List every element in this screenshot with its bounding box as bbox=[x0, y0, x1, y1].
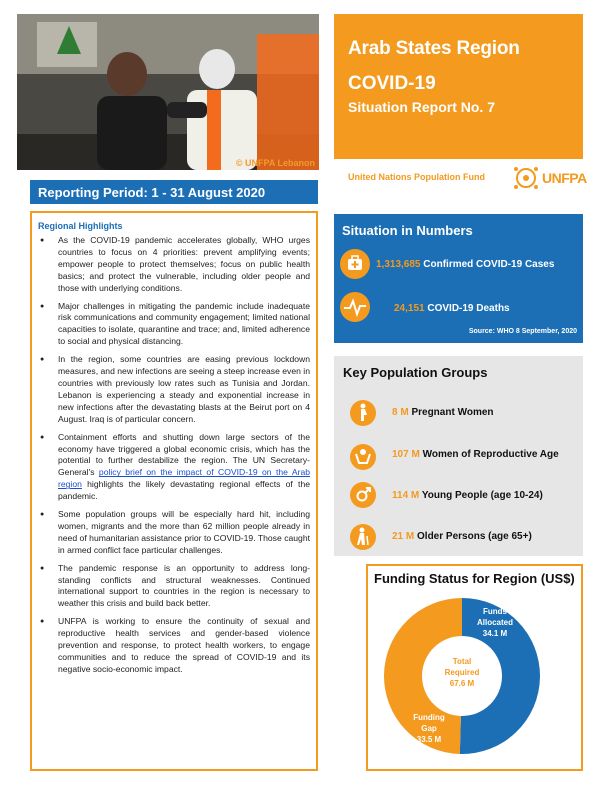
unfpa-logo bbox=[510, 163, 587, 193]
confirmed-cases bbox=[376, 259, 554, 270]
gap-value: 33.5 M bbox=[416, 735, 442, 744]
reporting-period: Reporting Period: 1 - 31 August 2020 bbox=[30, 180, 318, 204]
situation-source: Source: WHO 8 September, 2020 bbox=[468, 328, 577, 335]
group-label: Older Persons (age 65+) bbox=[417, 531, 532, 542]
group-value: 8 M bbox=[392, 407, 409, 418]
group-young-people bbox=[392, 490, 543, 501]
allocated-value: 34.1 M bbox=[482, 629, 508, 638]
key-population-heading: Key Population Groups bbox=[343, 365, 488, 380]
key-population-groups bbox=[334, 356, 583, 556]
medical-kit-icon bbox=[340, 249, 370, 279]
gap-label-line1: Funding bbox=[413, 713, 445, 722]
policy-brief-link[interactable]: policy brief on the impact of COVID-19 on the Arab region bbox=[58, 467, 311, 490]
gap-label-line2: Gap bbox=[421, 724, 437, 733]
gender-symbol-icon bbox=[350, 482, 376, 508]
group-value: 21 M bbox=[392, 531, 415, 542]
cases-value: 1,313,685 bbox=[376, 259, 421, 270]
photo-credit: © UNFPA Lebanon bbox=[235, 158, 315, 168]
covid-deaths bbox=[394, 303, 510, 314]
group-label: Young People (age 10-24) bbox=[421, 490, 543, 501]
older-person-icon bbox=[350, 524, 376, 550]
group-women-reproductive-age bbox=[392, 449, 559, 460]
total-value: 67.6 M bbox=[449, 679, 475, 688]
highlight-item: ● The pandemic response is an opportunity to address long-standing conflicts and structural weaknesses. Continued international support to countries in the region is necessary to weather this crisis and build back better. bbox=[38, 563, 310, 611]
allocated-label-line2: Allocated bbox=[476, 618, 514, 627]
highlight-item: ● As the COVID-19 pandemic accelerates globally, WHO urges countries to focus on 4 priorities: prevent amplifying events; empower people to protect themselves; focus on public health basics; and protect the vulnerable, including older people and those with underlying conditions. bbox=[38, 235, 310, 295]
region-title: Arab States Region bbox=[348, 38, 520, 59]
highlight-text: Containment efforts and shutting down large sectors of the economy have triggered a global economic crisis, which has the potential to further destabilize the region. The UN Secretary-General's bbox=[58, 431, 310, 478]
unfpa-logo-text: UNFPA bbox=[542, 170, 587, 186]
fund-name: United Nations Population Fund bbox=[348, 172, 485, 182]
deaths-value: 24,151 bbox=[394, 303, 425, 314]
group-label: Pregnant Women bbox=[411, 407, 494, 418]
group-pregnant-women bbox=[392, 407, 494, 418]
funding-donut-chart bbox=[368, 566, 581, 769]
unfpa-emblem-icon bbox=[510, 163, 542, 193]
group-label: Women of Reproductive Age bbox=[422, 449, 559, 460]
highlights-heading: Regional Highlights bbox=[38, 221, 123, 231]
highlight-item: ● In the region, some countries are easing previous lockdown measures, and new infections are seeing a steep increase even in countries with previously low rates such as Tunisia and Jordan. Lebanon is experiencing a steady and exponential increase in new infections after the devastating blasts at the Beirut port on 4 August. Iraq is of particular concern. bbox=[38, 354, 310, 425]
highlights-list bbox=[38, 235, 310, 676]
highlight-text: highlights the likely devastating regional effects of the pandemic. bbox=[58, 479, 310, 502]
deaths-label: COVID-19 Deaths bbox=[427, 303, 510, 314]
total-label-line2: Required bbox=[444, 668, 480, 677]
women-icon bbox=[350, 444, 376, 470]
covid-title: COVID-19 bbox=[348, 73, 436, 94]
funding-status bbox=[366, 564, 583, 771]
highlight-item: ● Some population groups will be especially hard hit, including women, migrants and the more than 62 million people already in need of humanitarian assistance prior to COVID-19. Those caught in armed conflict face particular challenges. bbox=[38, 509, 310, 557]
regional-highlights bbox=[30, 211, 318, 771]
title-box bbox=[334, 14, 583, 159]
highlight-item: ● UNFPA is working to ensure the continuity of sexual and reproductive health services and gender-based violence prevention and response, to protect health workers, to engage communities and to reduce the spread of COVID-19 and its negative socio-economic impact. bbox=[38, 616, 310, 676]
allocated-label-line1: Funds bbox=[483, 607, 507, 616]
group-value: 107 M bbox=[392, 449, 420, 460]
funding-heading: Funding Status for Region (US$) bbox=[374, 571, 575, 586]
group-value: 114 M bbox=[392, 490, 420, 501]
pregnant-woman-icon bbox=[350, 400, 376, 426]
total-label-line1: Total bbox=[452, 657, 472, 666]
cover-photo bbox=[17, 14, 319, 170]
heartbeat-icon bbox=[340, 292, 370, 322]
cover-photo-illustration bbox=[17, 14, 319, 170]
situation-heading: Situation in Numbers bbox=[342, 223, 473, 238]
highlight-item: ● Major challenges in mitigating the pandemic include inadequate risk communications and community engagement; limited national capacities to isolate, quarantine and trace; and, limited adherence to social and physical distancing. bbox=[38, 301, 310, 349]
group-older-persons bbox=[392, 531, 532, 542]
situation-in-numbers bbox=[334, 214, 583, 343]
report-number: Situation Report No. 7 bbox=[348, 99, 495, 115]
cases-label: Confirmed COVID-19 Cases bbox=[423, 259, 555, 270]
highlight-item bbox=[38, 432, 310, 503]
